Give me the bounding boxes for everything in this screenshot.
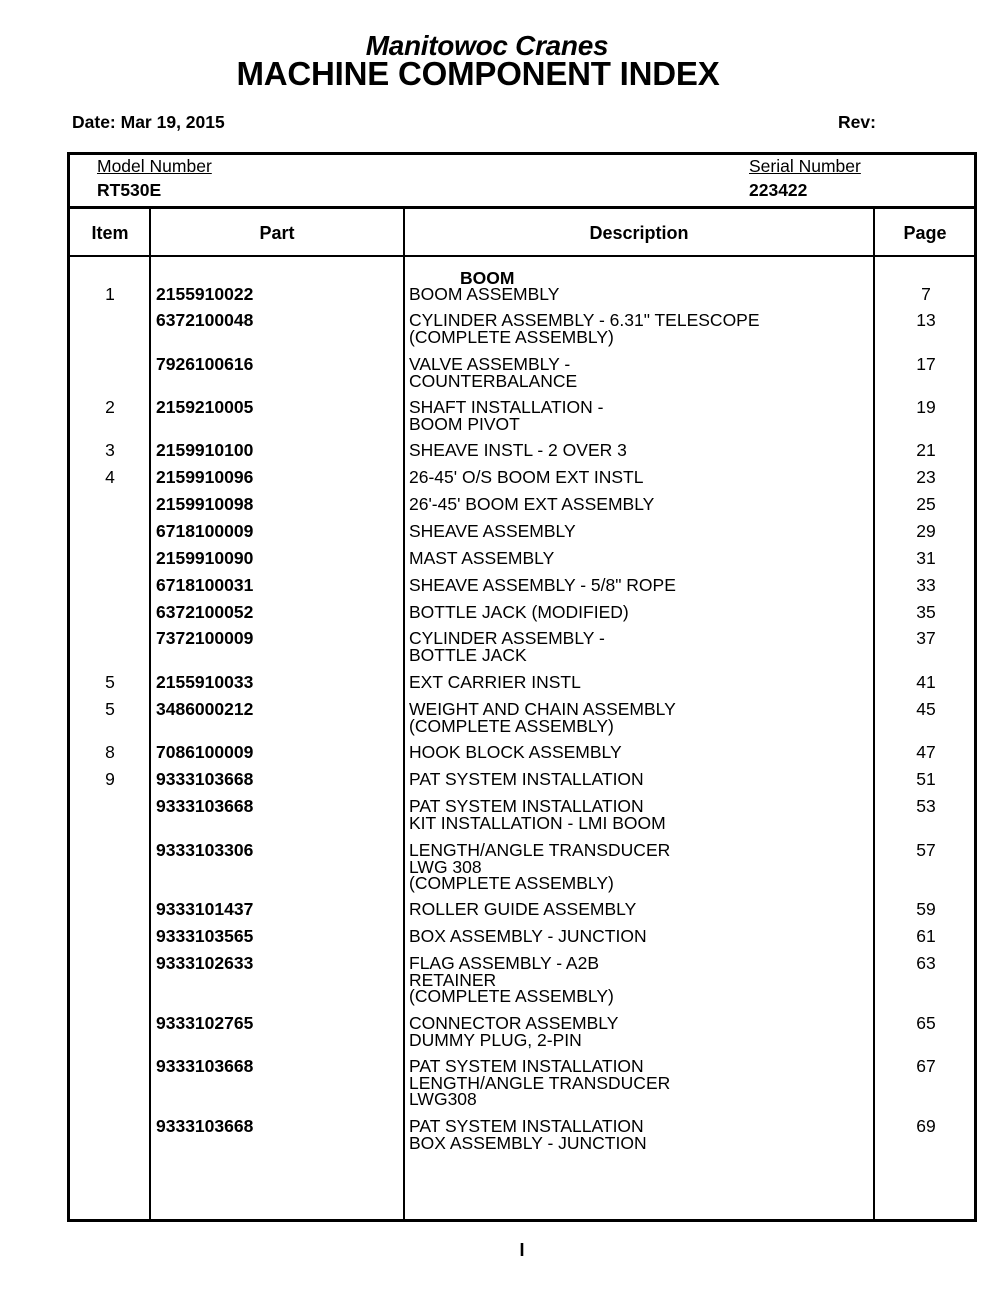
page-cell: 65 — [916, 1013, 936, 1033]
part-number-cell: 2155910022 — [156, 284, 254, 304]
part-number-cell: 6718100031 — [156, 575, 254, 595]
description-cell: ROLLER GUIDE ASSEMBLY — [409, 899, 637, 919]
column-header-description: Description — [589, 223, 689, 243]
page-number: I — [519, 1240, 525, 1260]
page-cell: 35 — [916, 602, 936, 622]
page-cell: 45 — [916, 699, 936, 719]
page-cell: 51 — [916, 769, 936, 789]
column-header-divider — [70, 255, 974, 257]
description-cell: 26'-45' BOOM EXT ASSEMBLY — [409, 494, 655, 514]
page-cell: 53 — [916, 796, 936, 816]
revision-label: Rev: — [838, 112, 876, 132]
part-number-cell: 2159210005 — [156, 397, 254, 417]
part-number-cell: 9333103668 — [156, 1056, 254, 1076]
description-cell: VALVE ASSEMBLY - COUNTERBALANCE — [409, 354, 578, 391]
description-cell: CYLINDER ASSEMBLY - 6.31" TELESCOPE (COMPLETE ASSEMBLY) — [409, 310, 760, 347]
page-cell: 59 — [916, 899, 936, 919]
description-cell: BOX ASSEMBLY - JUNCTION — [409, 926, 647, 946]
item-cell: 9 — [105, 769, 115, 789]
description-cell: EXT CARRIER INSTL — [409, 672, 581, 692]
page-cell: 33 — [916, 575, 936, 595]
description-cell: FLAG ASSEMBLY - A2B RETAINER (COMPLETE ASSEMBLY) — [409, 953, 614, 1006]
page-cell: 41 — [916, 672, 936, 692]
part-number-cell: 6372100052 — [156, 602, 254, 622]
description-cell: BOOM ASSEMBLY — [409, 284, 560, 304]
description-cell: BOTTLE JACK (MODIFIED) — [409, 602, 629, 622]
part-number-cell: 2159910090 — [156, 548, 254, 568]
page-cell: 23 — [916, 467, 936, 487]
page-cell: 67 — [916, 1056, 936, 1076]
item-cell: 4 — [105, 467, 115, 487]
header-divider — [70, 206, 974, 209]
item-cell: 3 — [105, 440, 115, 460]
page-cell: 69 — [916, 1116, 936, 1136]
model-number-value: RT530E — [97, 180, 162, 200]
description-cell: WEIGHT AND CHAIN ASSEMBLY (COMPLETE ASSEMBLY) — [409, 699, 676, 736]
page-cell: 13 — [916, 310, 936, 330]
page-cell: 25 — [916, 494, 936, 514]
part-number-cell: 2159910098 — [156, 494, 254, 514]
description-cell: 26-45' O/S BOOM EXT INSTL — [409, 467, 644, 487]
part-number-cell: 9333103668 — [156, 769, 254, 789]
item-cell: 5 — [105, 672, 115, 692]
model-number-label: Model Number — [97, 156, 212, 176]
column-divider — [403, 208, 405, 1219]
page-cell: 17 — [916, 354, 936, 374]
page-cell: 21 — [916, 440, 936, 460]
page-cell: 47 — [916, 742, 936, 762]
description-cell: SHEAVE INSTL - 2 OVER 3 — [409, 440, 627, 460]
page-cell: 63 — [916, 953, 936, 973]
description-cell: HOOK BLOCK ASSEMBLY — [409, 742, 622, 762]
item-cell: 5 — [105, 699, 115, 719]
description-cell: PAT SYSTEM INSTALLATION KIT INSTALLATION - LMI BOOM — [409, 796, 666, 833]
page-cell: 29 — [916, 521, 936, 541]
serial-number-value: 223422 — [749, 180, 808, 200]
description-cell: SHAFT INSTALLATION - BOOM PIVOT — [409, 397, 604, 434]
part-number-cell: 9333103306 — [156, 840, 254, 860]
part-number-cell: 6372100048 — [156, 310, 254, 330]
description-cell: CONNECTOR ASSEMBLY DUMMY PLUG, 2-PIN — [409, 1013, 619, 1050]
part-number-cell: 3486000212 — [156, 699, 254, 719]
description-cell: PAT SYSTEM INSTALLATION LENGTH/ANGLE TRANSDUCER LWG308 — [409, 1056, 671, 1109]
part-number-cell: 6718100009 — [156, 521, 254, 541]
part-number-cell: 9333103565 — [156, 926, 254, 946]
part-number-cell: 9333103668 — [156, 796, 254, 816]
description-cell: LENGTH/ANGLE TRANSDUCER LWG 308 (COMPLETE ASSEMBLY) — [409, 840, 671, 893]
part-number-cell: 9333101437 — [156, 899, 254, 919]
page-cell: 19 — [916, 397, 936, 417]
date-label: Date: Mar 19, 2015 — [72, 112, 225, 132]
serial-number-label: Serial Number — [749, 156, 861, 176]
brand-name: Manitowoc Cranes — [365, 30, 609, 61]
page-cell: 31 — [916, 548, 936, 568]
column-header-part: Part — [259, 223, 295, 243]
column-header-item: Item — [91, 223, 129, 243]
description-cell: MAST ASSEMBLY — [409, 548, 555, 568]
part-number-cell: 7926100616 — [156, 354, 254, 374]
item-cell: 8 — [105, 742, 115, 762]
part-number-cell: 2159910100 — [156, 440, 254, 460]
part-number-cell: 2159910096 — [156, 467, 254, 487]
page-cell: 57 — [916, 840, 936, 860]
description-cell: SHEAVE ASSEMBLY — [409, 521, 576, 541]
part-number-cell: 7372100009 — [156, 628, 254, 648]
component-table — [67, 152, 977, 1222]
column-header-page: Page — [903, 223, 947, 243]
item-cell: 1 — [105, 284, 115, 304]
page-cell: 61 — [916, 926, 936, 946]
part-number-cell: 7086100009 — [156, 742, 254, 762]
part-number-cell: 9333102633 — [156, 953, 254, 973]
part-number-cell: 9333103668 — [156, 1116, 254, 1136]
page-cell: 37 — [916, 628, 936, 648]
page-cell: 7 — [921, 284, 931, 304]
description-cell: CYLINDER ASSEMBLY - BOTTLE JACK — [409, 628, 605, 665]
document-title: MACHINE COMPONENT INDEX — [236, 55, 720, 92]
description-cell: PAT SYSTEM INSTALLATION — [409, 769, 644, 789]
part-number-cell: 9333102765 — [156, 1013, 254, 1033]
description-cell: SHEAVE ASSEMBLY - 5/8" ROPE — [409, 575, 676, 595]
part-number-cell: 2155910033 — [156, 672, 254, 692]
item-cell: 2 — [105, 397, 115, 417]
section-heading: BOOM — [460, 268, 515, 288]
description-cell: PAT SYSTEM INSTALLATION BOX ASSEMBLY - JUNCTION — [409, 1116, 647, 1153]
